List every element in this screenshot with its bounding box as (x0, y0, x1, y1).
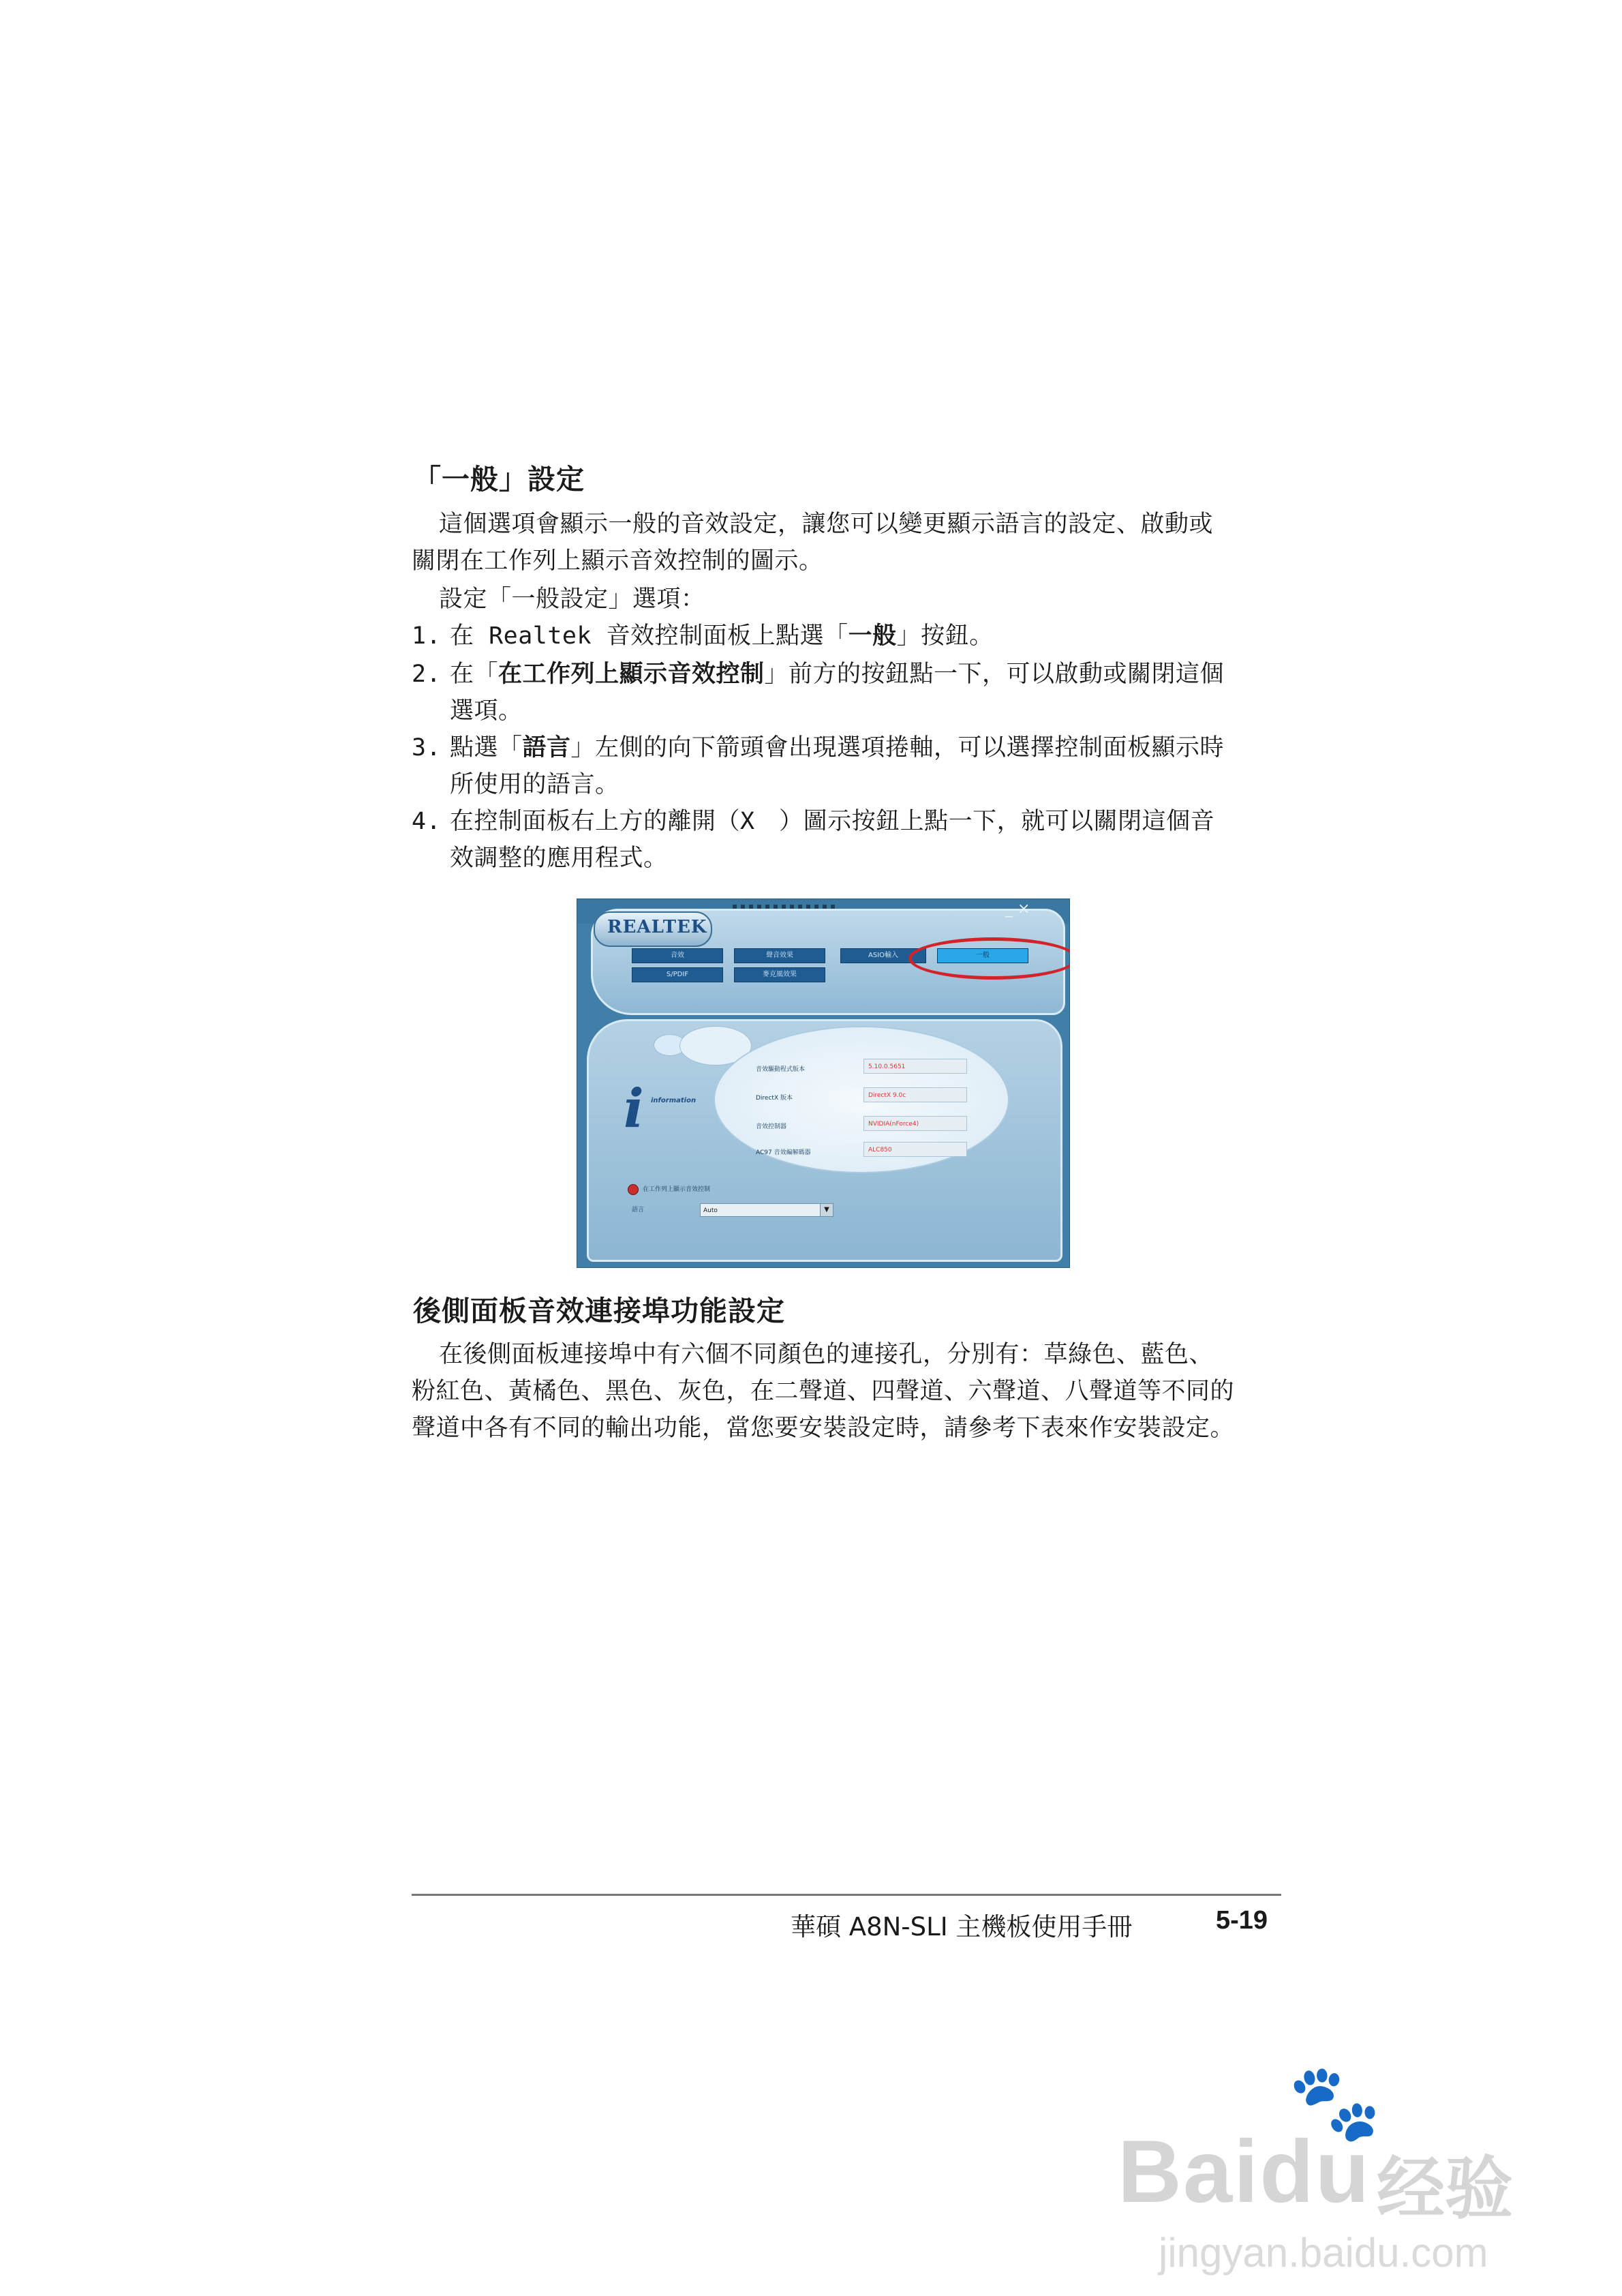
list-number: 1. (412, 622, 442, 650)
language-select[interactable]: Auto (700, 1203, 833, 1217)
field-value: ALC850 (863, 1142, 967, 1157)
highlight-ring (908, 937, 1070, 980)
sub-text: 設定「一般設定」選項： (439, 586, 705, 613)
taskbar-toggle[interactable] (628, 1184, 639, 1195)
paw-icon: 🐾 (1288, 2059, 1381, 2146)
field-label: 音效驅動程式版本 (756, 1066, 806, 1073)
section-title-general: 「一般」設定 (413, 463, 585, 496)
field-value: 5.10.0.5651 (863, 1059, 967, 1074)
page-number: 5-19 (1216, 1906, 1268, 1935)
field-value: NVIDIA(nForce4) (863, 1116, 967, 1131)
watermark-brand (1118, 2120, 1371, 2222)
step-keyword: 一般 (848, 622, 897, 650)
list-number: 3. (412, 734, 442, 761)
footer-title: 華碩 A8N-SLI 主機板使用手冊 (791, 1912, 1133, 1942)
information-icon: i (624, 1078, 644, 1140)
language-label: 語言 (632, 1207, 645, 1213)
step-text: 」左側的向下箭頭會出現選項捲軸，可以選擇控制面板顯示時所使用的語言。 (450, 734, 1225, 798)
information-label: information (651, 1097, 697, 1104)
window-controls[interactable]: _ × (1005, 901, 1030, 918)
step-text: 在控制面板右上方的離開（X ）圖示按鈕上點一下，就可以關閉這個音效調整的應用程式。 (450, 808, 1215, 872)
realtek-logo (594, 911, 712, 947)
logo-text: REALTEK (607, 917, 707, 937)
rear-panel-text: 在後側面板連接埠中有六個不同顏色的連接孔，分別有：草綠色、藍色、粉紅色、黃橘色、黑色、灰色，在二聲道、四聲道、六聲道、八聲道等不同的聲道中各有不同的輸出功能，當您要安裝設定時，請參考下表來作安裝設定。 (412, 1341, 1235, 1442)
section-title-rear-panel: 後側面板音效連接埠功能設定 (413, 1295, 785, 1327)
field-value: DirectX 9.0c (863, 1087, 967, 1102)
taskbar-toggle-label: 在工作列上顯示音效控制 (643, 1186, 711, 1193)
step-text: 點選「 (450, 734, 523, 761)
baidu-watermark (1118, 2059, 1540, 2276)
field-label: 音效控制器 (756, 1123, 787, 1130)
field-label: AC97 音效編解碼器 (756, 1149, 811, 1156)
tab-audio[interactable]: 音效 (632, 948, 723, 963)
step-text: 在 Realtek 音效控制面板上點選「 (450, 622, 848, 650)
step-keyword: 在工作列上顯示音效控制 (498, 661, 765, 688)
watermark-brand-a: Bai (1118, 2121, 1260, 2221)
list-item (412, 729, 1236, 803)
watermark-cn: 经验 (1377, 2149, 1513, 2229)
watermark-url: jingyan.baidu.com (1159, 2230, 1488, 2276)
list-item (412, 803, 1236, 877)
intro-text: 這個選項會顯示一般的音效設定，讓您可以變更顯示語言的設定、啟動或關閉在工作列上顯示音效控制的圖示。 (412, 511, 1214, 575)
rear-panel-paragraph (412, 1336, 1236, 1447)
step-keyword: 語言 (522, 734, 571, 761)
watermark-brand-b: du (1259, 2121, 1371, 2221)
list-number: 2. (412, 661, 442, 688)
footer-rule (412, 1894, 1281, 1896)
list-number: 4. (412, 808, 442, 835)
step-text: 」前方的按鈕點一下，可以啟動或關閉這個選項。 (450, 661, 1225, 725)
tab-general[interactable]: 一般 (937, 948, 1028, 963)
step-text: 在「 (450, 661, 499, 688)
tab-mic-effects[interactable]: 麥克風效果 (734, 967, 825, 982)
tab-asio[interactable]: ASIO輸入 (840, 948, 926, 963)
realtek-panel-screenshot (577, 898, 1070, 1268)
chevron-down-icon[interactable]: ▼ (820, 1204, 833, 1216)
step-text: 」按鈕。 (896, 622, 994, 650)
list-item (412, 618, 1236, 654)
intro-paragraph (412, 506, 1236, 579)
field-label: DirectX 版本 (756, 1095, 793, 1102)
list-item (412, 656, 1236, 729)
sub-heading (412, 581, 1236, 618)
tab-sound-effects[interactable]: 聲音效果 (734, 948, 825, 963)
tab-spdif[interactable]: S/PDIF (632, 967, 723, 982)
